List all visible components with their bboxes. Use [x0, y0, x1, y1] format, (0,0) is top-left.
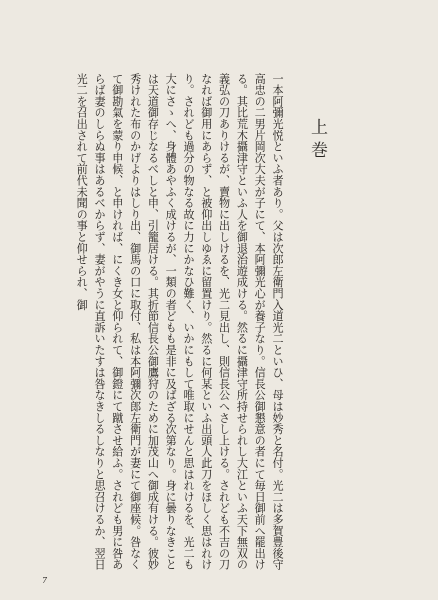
- chapter-heading: 上巻: [307, 118, 327, 164]
- body-text-column: [44, 73, 286, 573]
- body-paragraph: 一本阿彌光悦といふ者あり。父は次郎左衛門入道光二といひ、母は妙秀と名付。光二は多賀豊後守高忠の二男片岡次大夫が子にて、本阿彌光心が養子なり。信長公御懇意の者にて毎日御前へ罷出ける。其比荒木攝津守といふ人を御退治遊成ける。然るに攝津守所持せられし大江といふ天下無双の義弘の刀ありけるが、賣物に出しけるを、光二見出し、則信長公へさし上ける。されども不吉の刀なれば御用にあらず、と被仰出しゆゑに留置けり。然るに何某といふ出頭人此刀をほしく思はれけり。されども過分の物なる故に力にかなひ難く、いかにもして唯取にせんと思はれけるを、光二も大にさゝへ、身體あやふく成けるが、一類の者どもも是非に及ばざる次第なり。身に曇りなきことは天道御存じなるべしと申、引籠居ける。其折節信長公御鷹狩のために加茂山へ御成有ける。彼妙秀けれた布のかげよりはしり出、御馬の口に取付、私は本阿彌次郎左衛門が妻にて御座候。咎なくて御勘氣を蒙り申候、と申ければ、にくき女と仰られて、御鐙にて蹴させ給ふ。されども男に咎あらば妻のしらぬ事はあるべからず、妻がやうに直訴いたすは咎なきしるしなりと思召けるか、翌日光二を召出されて前代未聞の事と仰せられ、御: [75, 73, 284, 571]
- page-number: 7: [42, 576, 48, 585]
